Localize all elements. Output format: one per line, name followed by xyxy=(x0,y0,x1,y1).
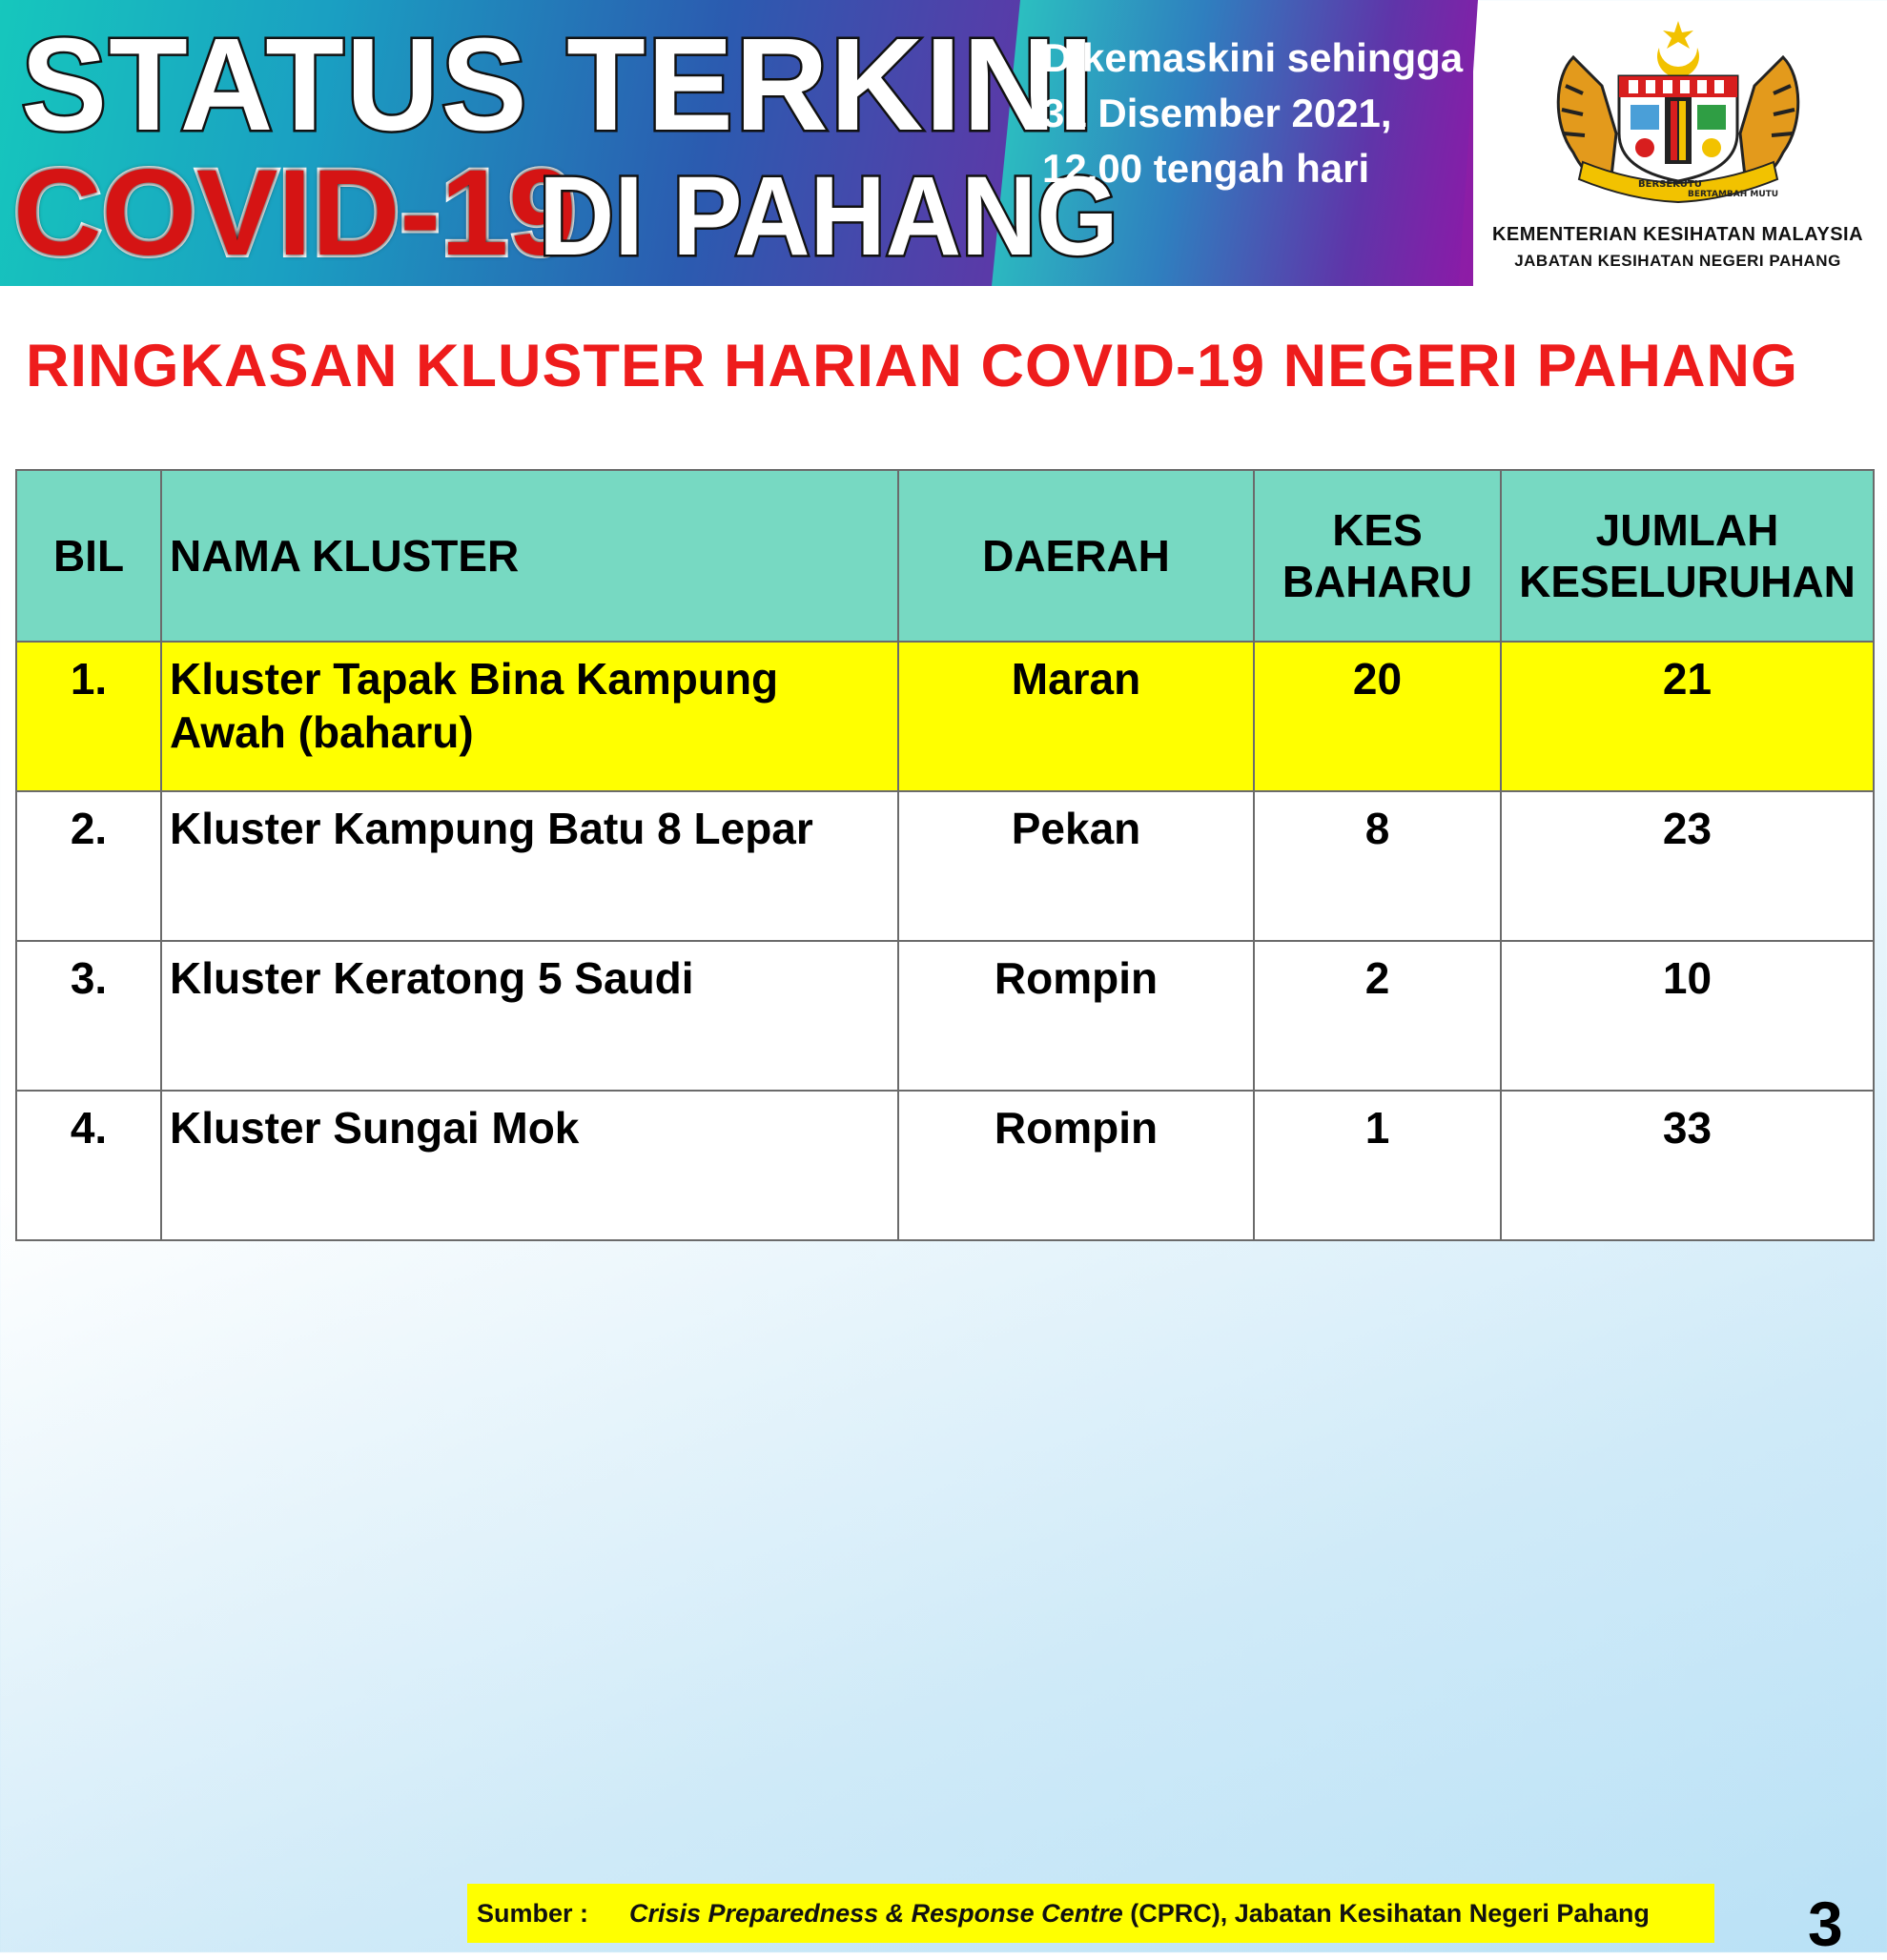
source-rest: (CPRC), Jabatan Kesihatan Negeri Pahang xyxy=(1122,1898,1650,1928)
update-timestamp xyxy=(1042,31,1462,196)
cell-bil: 4. xyxy=(16,1091,161,1240)
cell-bil: 1. xyxy=(16,642,161,791)
header-jumlah-line2: KESELURUHAN xyxy=(1519,557,1856,606)
source-org: Crisis Preparedness & Response Centre xyxy=(629,1898,1123,1928)
cluster-name-line: Kluster Kampung Batu 8 Lepar xyxy=(170,804,813,853)
update-line: Dikemaskini sehingga xyxy=(1042,35,1464,80)
update-line: 31 Disember 2021, xyxy=(1042,91,1392,135)
cell-jumlah: 21 xyxy=(1501,642,1874,791)
malaysia-coat-of-arms-icon xyxy=(1545,19,1812,214)
cell-kes-baharu: 1 xyxy=(1254,1091,1501,1240)
cell-jumlah: 33 xyxy=(1501,1091,1874,1240)
source-label: Sumber : xyxy=(477,1898,589,1928)
title-location: DI PAHANG xyxy=(539,153,1118,279)
header-daerah: DAERAH xyxy=(898,470,1254,642)
cell-jumlah: 10 xyxy=(1501,941,1874,1091)
cell-bil: 3. xyxy=(16,941,161,1091)
cluster-name-line: Kluster Keratong 5 Saudi xyxy=(170,953,694,1003)
cell-daerah: Rompin xyxy=(898,941,1254,1091)
cluster-table xyxy=(15,469,1875,1241)
cell-daerah: Rompin xyxy=(898,1091,1254,1240)
header-nama-kluster: NAMA KLUSTER xyxy=(161,470,898,642)
update-line: 12.00 tengah hari xyxy=(1042,146,1370,191)
cluster-name-line: Awah (baharu) xyxy=(170,707,474,757)
table-row xyxy=(16,1091,1874,1240)
title-covid: COVID-19 xyxy=(13,145,577,281)
ministry-label xyxy=(1468,224,1887,271)
cluster-name-line: Kluster Sungai Mok xyxy=(170,1103,580,1153)
source-note xyxy=(467,1884,1714,1943)
cell-bil: 2. xyxy=(16,791,161,941)
ministry-line2: JABATAN KESIHATAN NEGERI PAHANG xyxy=(1514,252,1841,270)
crest-motto: BERSEKUTU xyxy=(1638,179,1702,190)
cell-nama-kluster xyxy=(161,941,898,1091)
table-header-row xyxy=(16,470,1874,642)
page-number: 3 xyxy=(1808,1889,1843,1959)
header-kes-line2: BAHARU xyxy=(1282,557,1473,606)
table-row xyxy=(16,642,1874,791)
cell-daerah: Pekan xyxy=(898,791,1254,941)
header-jumlah-keseluruhan xyxy=(1501,470,1874,642)
table-row xyxy=(16,791,1874,941)
cell-nama-kluster xyxy=(161,791,898,941)
crest-motto: BERTAMBAH MUTU xyxy=(1688,190,1779,199)
cell-nama-kluster xyxy=(161,642,898,791)
header-jumlah-line1: JUMLAH xyxy=(1595,505,1779,555)
cell-jumlah: 23 xyxy=(1501,791,1874,941)
cell-kes-baharu: 8 xyxy=(1254,791,1501,941)
header-bil: BIL xyxy=(16,470,161,642)
cell-kes-baharu: 20 xyxy=(1254,642,1501,791)
table-row xyxy=(16,941,1874,1091)
page-heading: RINGKASAN KLUSTER HARIAN COVID-19 NEGERI PAHANG xyxy=(26,333,1798,399)
header-kes-baharu xyxy=(1254,470,1501,642)
cell-nama-kluster xyxy=(161,1091,898,1240)
title-status-terkini: STATUS TERKINI xyxy=(21,11,1096,158)
cell-daerah: Maran xyxy=(898,642,1254,791)
ministry-line1: KEMENTERIAN KESIHATAN MALAYSIA xyxy=(1491,224,1864,245)
header-kes-line1: KES xyxy=(1332,505,1423,555)
cluster-name-line: Kluster Tapak Bina Kampung xyxy=(170,654,779,704)
cell-kes-baharu: 2 xyxy=(1254,941,1501,1091)
